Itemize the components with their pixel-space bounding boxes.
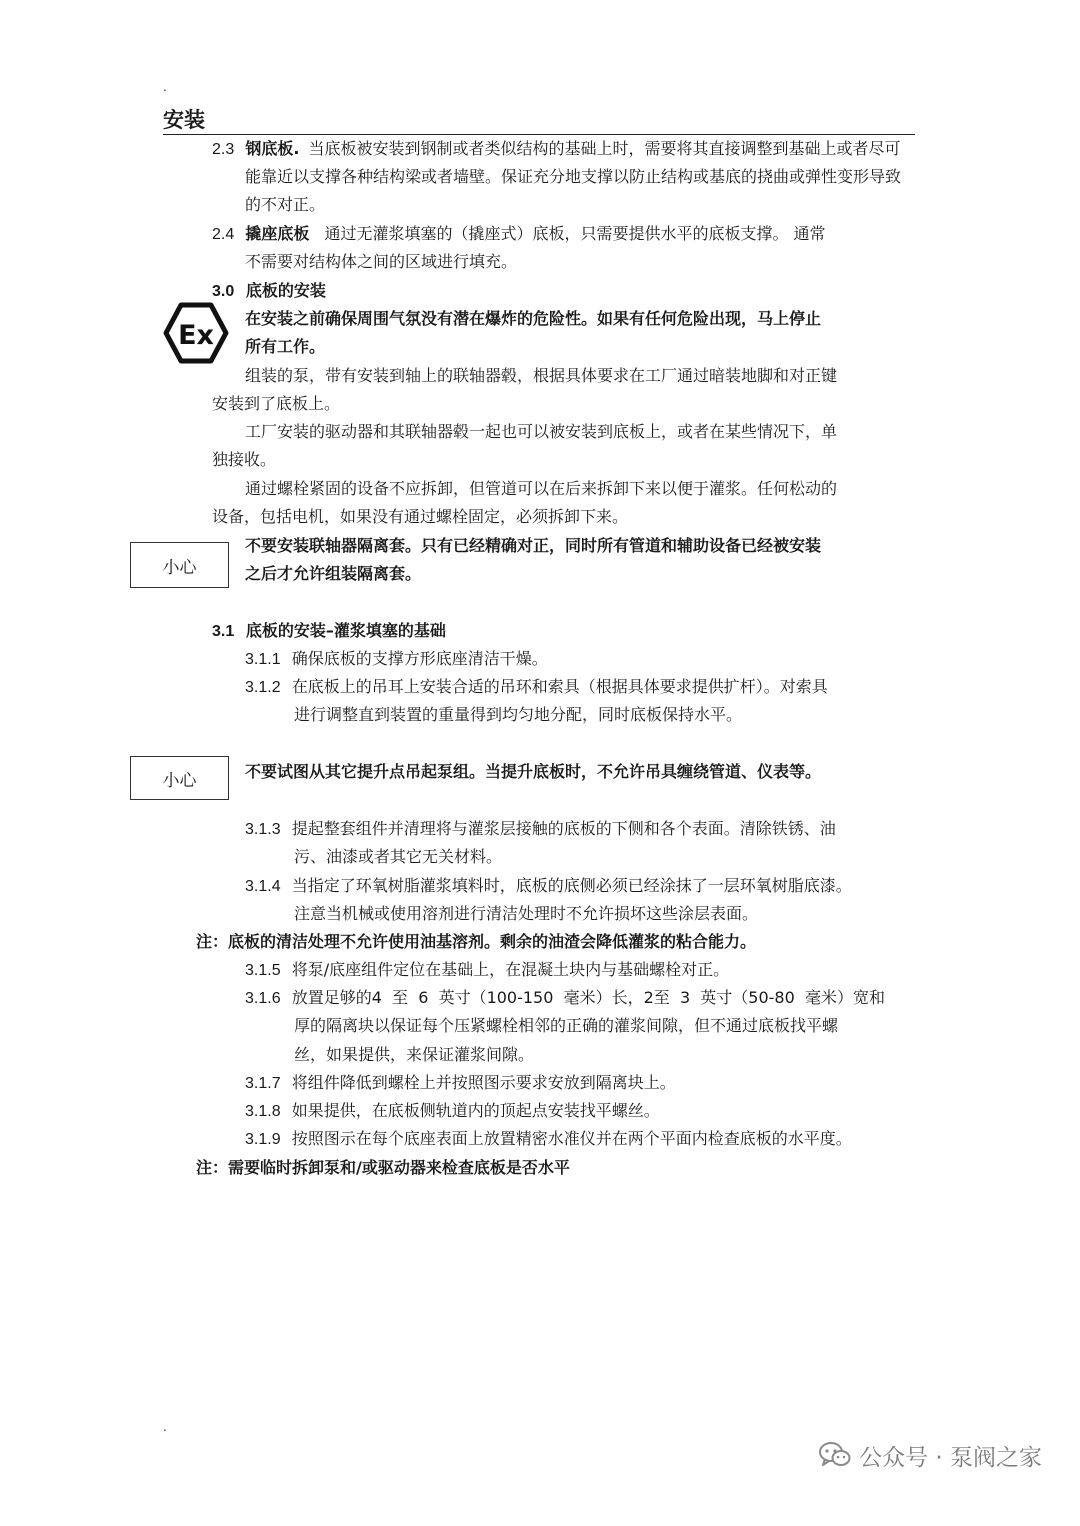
section-title-rule <box>163 134 915 135</box>
sec-3-0-para-1-line-1: 组装的泵，带有安装到轴上的联轴器毂，根据具体要求在工厂通过暗装地脚和对正键 <box>245 366 838 385</box>
item-3-1-5 <box>245 960 729 981</box>
sec-3-1-number: 3.1 <box>212 623 235 640</box>
wechat-account-name: 公众号 · 泵阀之家 <box>859 1444 1042 1471</box>
caution-1-line-2: 之后才允许组装隔离套。 <box>245 564 422 583</box>
item-3-1-7-line-1: 将组件降低到螺栓上并按照图示要求安放到隔离块上。 <box>291 1073 676 1092</box>
sec-3-0-para-2-line-2: 独接收。 <box>212 450 277 469</box>
sec-2-4-line-2: 不需要对结构体之间的区域进行填充。 <box>245 252 518 271</box>
sec-2-4-title: 撬座底板 <box>245 224 310 243</box>
section-title: 安装 <box>163 108 205 132</box>
sec-2-4-heading-line <box>212 224 826 245</box>
item-3-1-8-number: 3.1.8 <box>245 1103 281 1120</box>
sec-3-1-title: 底板的安装–灌浆填塞的基础 <box>245 621 446 640</box>
sec-3-0-para-2-line-1: 工厂安装的驱动器和其联轴器毂一起也可以被安装到底板上，或者在某些情况下，单 <box>245 422 838 441</box>
item-3-1-2-line-2: 进行调整直到装置的重量得到均匀地分配，同时底板保持水平。 <box>294 705 743 724</box>
item-3-1-8-line-1: 如果提供，在底板侧轨道内的顶起点安装找平螺丝。 <box>291 1101 660 1120</box>
caution-label-2: 小心 <box>162 770 197 791</box>
sec-2-4-number: 2.4 <box>212 226 235 243</box>
item-3-1-6-line-3: 丝，如果提供，来保证灌浆间隙。 <box>294 1045 535 1064</box>
note-2: 注：需要临时拆卸泵和/或驱动器来检查底板是否水平 <box>196 1158 570 1177</box>
sec-2-4-line-1: 通过无灌浆填塞的（撬座式）底板，只需要提供水平的底板支撑。 通常 <box>324 224 826 243</box>
item-3-1-7 <box>245 1073 676 1094</box>
sec-3-0-number: 3.0 <box>212 283 235 300</box>
sec-2-3-number: 2.3 <box>212 141 235 158</box>
item-3-1-6 <box>245 988 885 1009</box>
item-3-1-9-number: 3.1.9 <box>245 1131 281 1148</box>
sec-2-3-title: 钢底板. <box>245 139 300 158</box>
sec-2-3-heading-line <box>212 139 901 160</box>
wechat-icon <box>819 1441 851 1469</box>
item-3-1-1 <box>245 649 548 670</box>
explosion-warning-line-1: 在安装之前确保周围气氛没有潜在爆炸的危险性。如果有任何危险出现，马上停止 <box>245 309 822 328</box>
sec-2-3-line-1: 当底板被安装到钢制或者类似结构的基础上时，需要将其直接调整到基础上或者尽可 <box>308 139 901 158</box>
caution-label-1: 小心 <box>162 557 197 578</box>
ex-icon-label: Ex <box>178 320 214 351</box>
sec-3-1-heading <box>212 621 446 642</box>
item-3-1-4-number: 3.1.4 <box>245 878 281 895</box>
item-3-1-1-number: 3.1.1 <box>245 651 281 668</box>
sec-3-0-title: 底板的安装 <box>245 281 326 300</box>
sec-2-3-line-2: 能靠近以支撑各种结构梁或者墙壁。保证充分地支撑以防止结构或基底的挠曲或弹性变形导致 <box>245 167 902 186</box>
item-3-1-3 <box>245 819 836 840</box>
item-3-1-9 <box>245 1129 852 1150</box>
item-3-1-6-number: 3.1.6 <box>245 990 281 1007</box>
wechat-account-watermark <box>819 1440 1042 1470</box>
item-3-1-2-line-1: 在底板上的吊耳上安装合适的吊环和索具（根据具体要求提供扩杆）。对索具 <box>291 677 828 696</box>
item-3-1-3-line-2: 污、油漆或者其它无关材料。 <box>294 847 503 866</box>
item-3-1-2-number: 3.1.2 <box>245 679 281 696</box>
item-3-1-8 <box>245 1101 660 1122</box>
sec-3-0-para-1-line-2: 安装到了底板上。 <box>212 394 341 413</box>
sec-3-0-heading <box>212 281 326 302</box>
top-page-mark: . <box>163 80 167 94</box>
item-3-1-6-line-1: 放置足够的4 至 6 英寸（100-150 毫米）长，2至 3 英寸（50-80 毫米）宽和 <box>291 988 885 1007</box>
sec-2-3-line-3: 的不对正。 <box>245 195 326 214</box>
caution-2-line-1: 不要试图从其它提升点吊起泵组。当提升底板时，不允许吊具缠绕管道、仪表等。 <box>245 762 822 781</box>
sec-3-0-para-3-line-2: 设备，包括电机，如果没有通过螺栓固定，必须拆卸下来。 <box>212 507 629 526</box>
caution-badge-1 <box>130 542 229 588</box>
item-3-1-5-line-1: 将泵/底座组件定位在基础上，在混凝土块内与基础螺栓对正。 <box>291 960 730 979</box>
caution-1-line-1: 不要安装联轴器隔离套。只有已经精确对正，同时所有管道和辅助设备已经被安装 <box>245 536 822 555</box>
sec-3-0-para-3-line-1: 通过螺栓紧固的设备不应拆卸，但管道可以在后来拆卸下来以便于灌浆。任何松动的 <box>245 479 838 498</box>
item-3-1-7-number: 3.1.7 <box>245 1075 281 1092</box>
item-3-1-3-line-1: 提起整套组件并清理将与灌浆层接触的底板的下侧和各个表面。清除铁锈、油 <box>291 819 836 838</box>
item-3-1-9-line-1: 按照图示在每个底座表面上放置精密水准仪并在两个平面内检查底板的水平度。 <box>291 1129 852 1148</box>
item-3-1-3-number: 3.1.3 <box>245 821 281 838</box>
bottom-page-mark: . <box>163 1420 167 1434</box>
item-3-1-4-line-1: 当指定了环氧树脂灌浆填料时，底板的底侧必须已经涂抹了一层环氧树脂底漆。 <box>291 876 852 895</box>
item-3-1-2 <box>245 677 828 698</box>
item-3-1-6-line-2: 厚的隔离块以保证每个压紧螺栓相邻的正确的灌浆间隙，但不通过底板找平螺 <box>294 1016 839 1035</box>
item-3-1-4 <box>245 876 852 897</box>
explosion-warning-line-2: 所有工作。 <box>245 337 326 356</box>
note-1: 注：底板的清洁处理不允许使用油基溶剂。剩余的油渣会降低灌浆的粘合能力。 <box>196 932 757 951</box>
item-3-1-1-line-1: 确保底板的支撑方形底座清洁干燥。 <box>291 649 548 668</box>
ex-explosion-hazard-icon <box>163 302 229 364</box>
item-3-1-4-line-2: 注意当机械或使用溶剂进行清洁处理时不允许损坏这些涂层表面。 <box>294 904 759 923</box>
caution-badge-2 <box>130 756 229 800</box>
item-3-1-5-number: 3.1.5 <box>245 962 281 979</box>
